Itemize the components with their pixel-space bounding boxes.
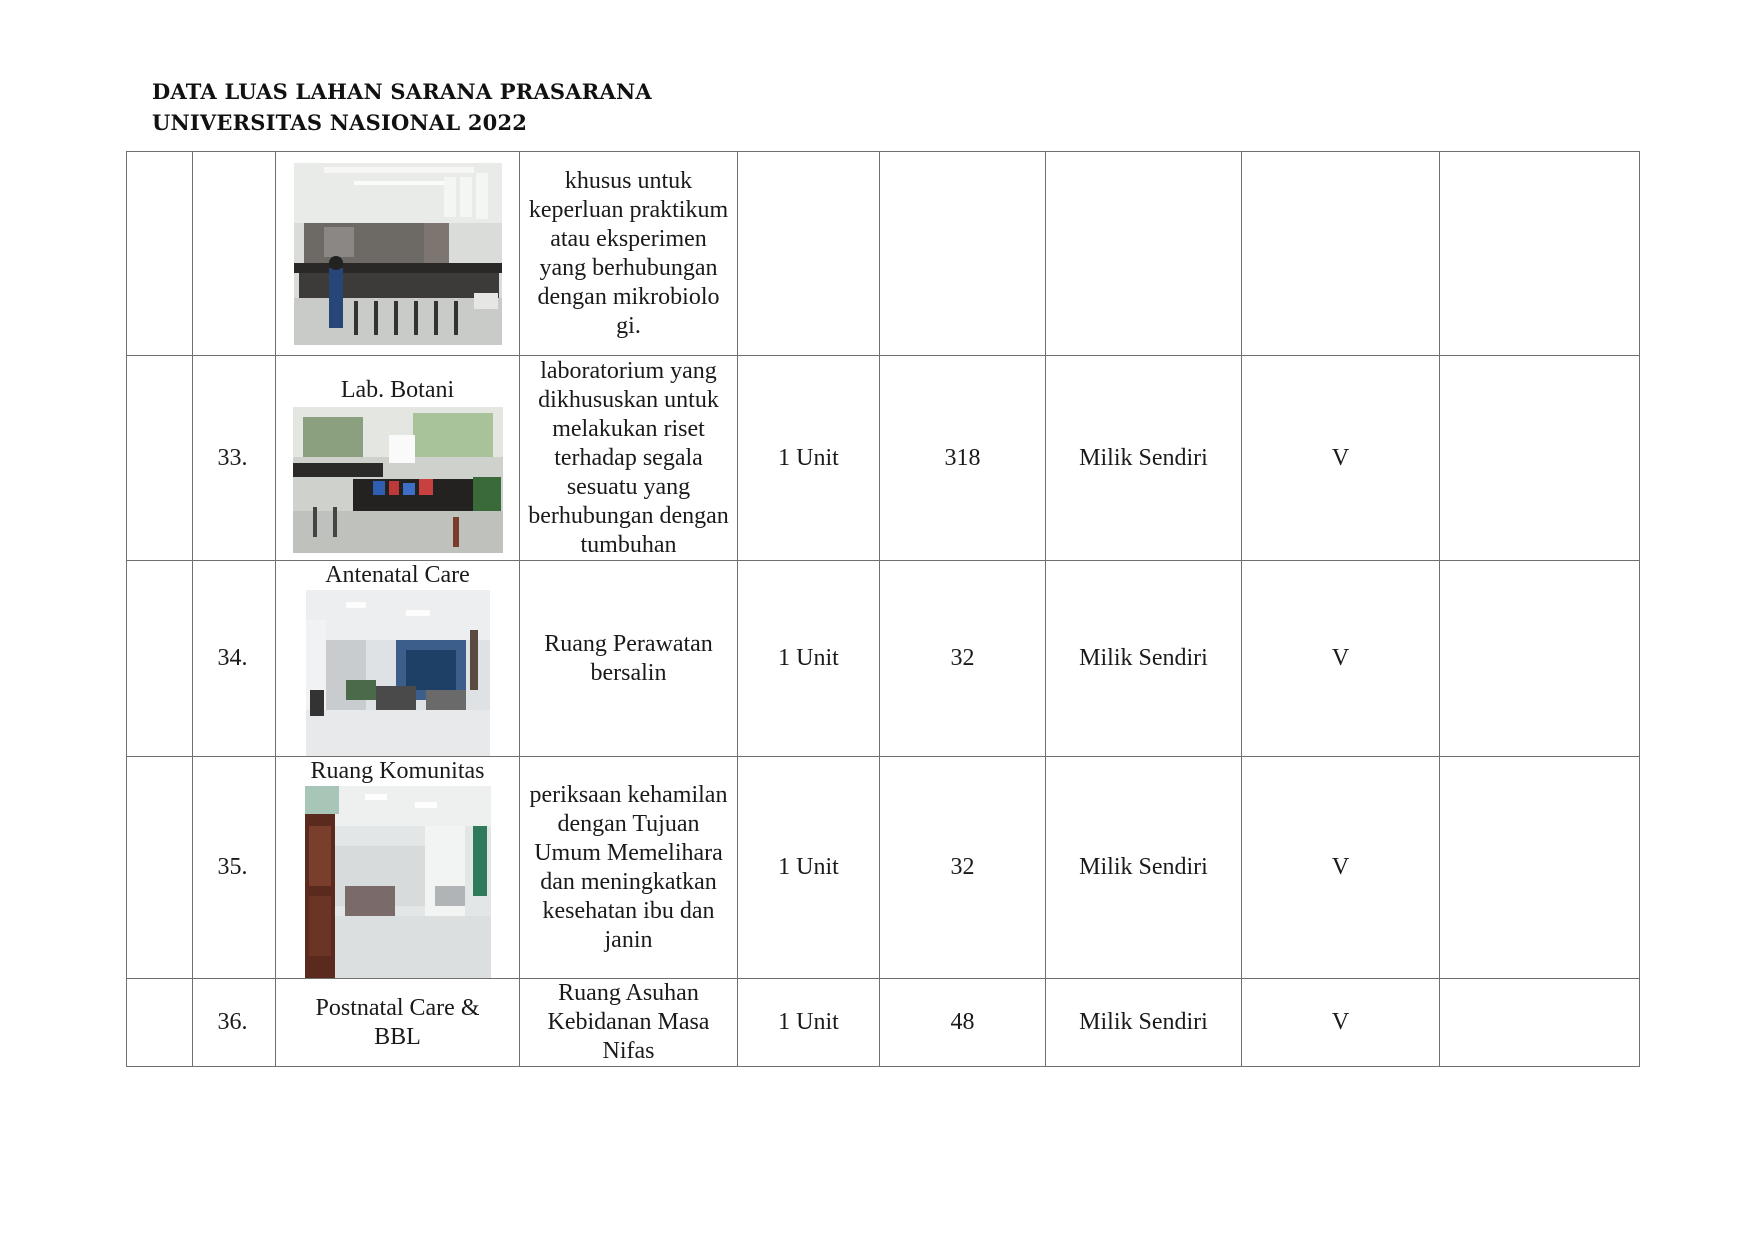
document-title bbox=[152, 76, 652, 138]
quantity-cell: 1 Unit bbox=[738, 979, 880, 1067]
description-cell: laboratorium yang dikhususkan untuk melakukan riset terhadap segala sesuatu yang berhubungan dengan tumbuhan bbox=[520, 356, 738, 561]
description-cell: khusus untuk keperluan praktikum atau eksperimen yang berhubungan dengan mikrobiolo gi. bbox=[520, 152, 738, 356]
ownership-cell: Milik Sendiri bbox=[1046, 979, 1242, 1067]
status-cell: V bbox=[1242, 561, 1440, 757]
ownership-cell: Milik Sendiri bbox=[1046, 356, 1242, 561]
empty-cell bbox=[127, 757, 193, 979]
facility-name: Ruang Komunitas bbox=[310, 758, 485, 784]
area-cell bbox=[880, 152, 1046, 356]
status-cell: V bbox=[1242, 757, 1440, 979]
quantity-cell: 1 Unit bbox=[738, 356, 880, 561]
row-number: 33. bbox=[193, 356, 276, 561]
ownership-cell bbox=[1046, 152, 1242, 356]
area-cell: 318 bbox=[880, 356, 1046, 561]
status-cell bbox=[1242, 152, 1440, 356]
row-number bbox=[193, 152, 276, 356]
area-cell: 32 bbox=[880, 561, 1046, 757]
row-number: 34. bbox=[193, 561, 276, 757]
facility-name: Lab. Botani bbox=[340, 376, 455, 403]
antenatal-care-photo bbox=[306, 590, 490, 756]
ownership-cell: Milik Sendiri bbox=[1046, 757, 1242, 979]
status-cell: V bbox=[1242, 979, 1440, 1067]
table-row bbox=[127, 979, 1640, 1067]
ruang-komunitas-photo bbox=[305, 786, 491, 978]
notes-cell bbox=[1440, 152, 1640, 356]
quantity-cell bbox=[738, 152, 880, 356]
area-cell: 32 bbox=[880, 757, 1046, 979]
empty-cell bbox=[127, 979, 193, 1067]
facility-cell bbox=[276, 561, 520, 757]
area-cell: 48 bbox=[880, 979, 1046, 1067]
notes-cell bbox=[1440, 757, 1640, 979]
status-cell: V bbox=[1242, 356, 1440, 561]
quantity-cell: 1 Unit bbox=[738, 757, 880, 979]
table-row bbox=[127, 356, 1640, 561]
notes-cell bbox=[1440, 561, 1640, 757]
facility-cell bbox=[276, 356, 520, 561]
facility-cell bbox=[276, 152, 520, 356]
table-row bbox=[127, 561, 1640, 757]
table-row bbox=[127, 757, 1640, 979]
facilities-table bbox=[126, 151, 1640, 1067]
description-cell: Ruang Perawatan bersalin bbox=[520, 561, 738, 757]
title-line-1: DATA LUAS LAHAN SARANA PRASARANA bbox=[152, 79, 652, 104]
description-cell: Ruang Asuhan Kebidanan Masa Nifas bbox=[520, 979, 738, 1067]
empty-cell bbox=[127, 561, 193, 757]
table-row bbox=[127, 152, 1640, 356]
empty-cell bbox=[127, 152, 193, 356]
row-number: 35. bbox=[193, 757, 276, 979]
notes-cell bbox=[1440, 979, 1640, 1067]
facility-cell bbox=[276, 757, 520, 979]
lab-mikrobiologi-photo bbox=[294, 163, 502, 345]
lab-botani-photo bbox=[293, 407, 503, 553]
notes-cell bbox=[1440, 356, 1640, 561]
title-line-2: UNIVERSITAS NASIONAL 2022 bbox=[152, 110, 528, 135]
description-cell: periksaan kehamilan dengan Tujuan Umum Memelihara dan meningkatkan kesehatan ibu dan janin bbox=[520, 757, 738, 979]
facility-name: Antenatal Care bbox=[325, 562, 470, 588]
facility-name: Postnatal Care & BBL bbox=[276, 979, 520, 1067]
empty-cell bbox=[127, 356, 193, 561]
row-number: 36. bbox=[193, 979, 276, 1067]
quantity-cell: 1 Unit bbox=[738, 561, 880, 757]
ownership-cell: Milik Sendiri bbox=[1046, 561, 1242, 757]
